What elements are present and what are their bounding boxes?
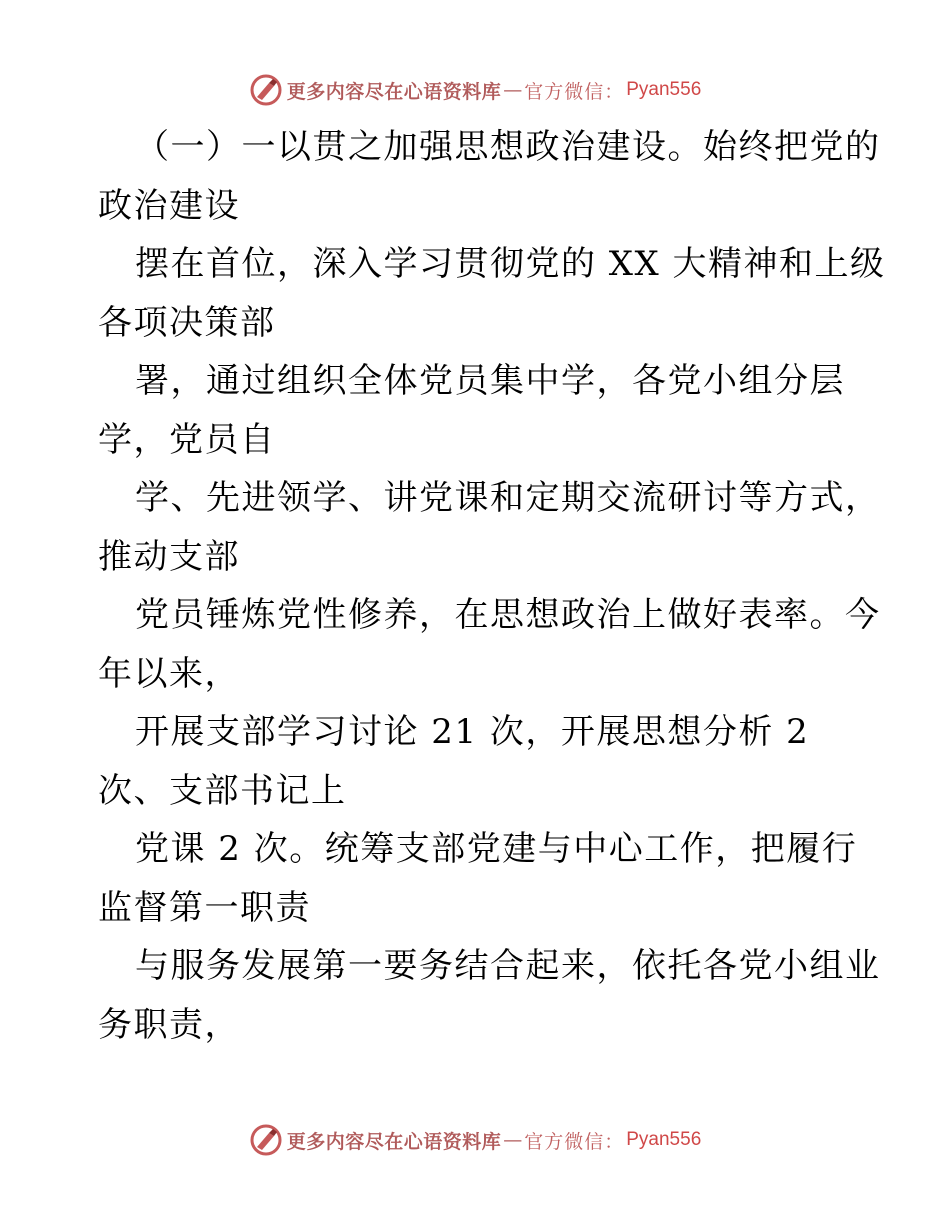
body-line: 与服务发展第一要务结合起来，依托各党小组业 [135, 946, 881, 986]
body-line: 开展支部学习讨论 21 次，开展思想分析 2 [135, 712, 810, 752]
document-body [98, 118, 886, 1054]
body-line: 次、支部书记上 [98, 770, 347, 811]
header-banner-text: 更多内容尽在心语资料库 [286, 80, 502, 103]
body-line: （一）一以贯之加强思想政治建设。始终把党的 [135, 127, 881, 167]
body-line: 各项决策部 [98, 302, 276, 343]
header-banner [0, 72, 950, 108]
body-line: 监督第一职责 [98, 887, 311, 928]
pen-logo-icon [249, 73, 283, 107]
body-line: 署，通过组织全体党员集中学，各党小组分层 [135, 361, 845, 401]
body-line: 摆在首位，深入学习贯彻党的 XX 大精神和上级 [135, 244, 886, 284]
pen-logo-icon [249, 1123, 283, 1157]
footer-official-label: 官方微信： [524, 1130, 625, 1153]
body-line: 学，党员自 [98, 419, 276, 460]
footer-banner-text: 更多内容尽在心语资料库 [286, 1130, 502, 1153]
body-line: 政治建设 [98, 185, 240, 226]
footer-banner-dash: — [503, 1129, 523, 1151]
body-line: 务职责， [98, 1004, 240, 1045]
body-line: 党课 2 次。统筹支部党建与中心工作，把履行 [135, 829, 858, 869]
footer-account-id: Pyan556 [626, 1129, 702, 1150]
body-line: 学、先进领学、讲党课和定期交流研讨等方式， [135, 478, 881, 518]
header-official-label: 官方微信： [524, 80, 625, 103]
header-account-id: Pyan556 [626, 79, 702, 100]
footer-banner [0, 1122, 950, 1158]
header-banner-dash: — [503, 79, 523, 101]
body-line: 推动支部 [98, 536, 240, 577]
body-line: 党员锤炼党性修养，在思想政治上做好表率。今 [135, 595, 881, 635]
body-line: 年以来， [98, 653, 240, 694]
